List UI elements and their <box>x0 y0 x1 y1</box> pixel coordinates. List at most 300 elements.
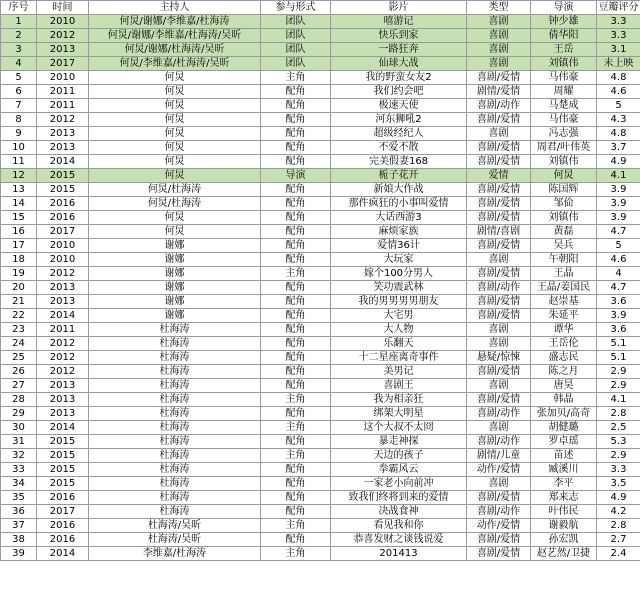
cell-year: 2017 <box>37 57 89 71</box>
cell-rating: 5 <box>597 99 640 113</box>
cell-director: 陈国辉 <box>531 183 597 197</box>
table-row <box>1 393 640 407</box>
cell-director: 朱延平 <box>531 309 597 323</box>
cell-index: 38 <box>1 533 37 547</box>
table-row <box>1 85 640 99</box>
cell-index: 17 <box>1 239 37 253</box>
cell-genre: 喜剧 <box>467 127 531 141</box>
cell-rating: 5 <box>597 239 640 253</box>
cell-year: 2010 <box>37 239 89 253</box>
cell-hosts: 何炅/杜海涛 <box>89 183 261 197</box>
cell-director: 李平 <box>531 477 597 491</box>
cell-year: 2014 <box>37 421 89 435</box>
cell-role: 团队 <box>261 15 331 29</box>
cell-genre: 剧情/喜剧 <box>467 225 531 239</box>
cell-hosts: 何炅/谢娜/李维嘉/杜海涛/吴昕 <box>89 29 261 43</box>
cell-role: 配角 <box>261 225 331 239</box>
cell-year: 2013 <box>37 407 89 421</box>
cell-year: 2014 <box>37 547 89 561</box>
cell-director: 韩晶 <box>531 393 597 407</box>
cell-hosts: 何炅 <box>89 211 261 225</box>
cell-director: 马伟豪 <box>531 113 597 127</box>
cell-year: 2013 <box>37 393 89 407</box>
cell-hosts: 何炅 <box>89 113 261 127</box>
cell-index: 35 <box>1 491 37 505</box>
cell-hosts: 谢娜 <box>89 281 261 295</box>
cell-director: 周耀 <box>531 85 597 99</box>
cell-film: 我的野蛮女友2 <box>331 71 467 85</box>
cell-role: 配角 <box>261 337 331 351</box>
cell-director: 邹佡 <box>531 197 597 211</box>
cell-film: 喜剧王 <box>331 379 467 393</box>
cell-rating: 4.6 <box>597 85 640 99</box>
cell-index: 14 <box>1 197 37 211</box>
cell-genre: 喜剧 <box>467 323 531 337</box>
cell-director: 何炅 <box>531 169 597 183</box>
cell-film: 决战食神 <box>331 505 467 519</box>
cell-hosts: 何炅 <box>89 169 261 183</box>
cell-director: 陈之月 <box>531 365 597 379</box>
cell-film: 这个大叔不太冏 <box>331 421 467 435</box>
cell-genre: 剧情/爱情 <box>467 85 531 99</box>
cell-year: 2012 <box>37 351 89 365</box>
cell-film: 致我们终将到来的爱情 <box>331 491 467 505</box>
cell-hosts: 杜海涛 <box>89 407 261 421</box>
cell-role: 导演 <box>261 169 331 183</box>
table-row <box>1 211 640 225</box>
cell-hosts: 杜海涛 <box>89 477 261 491</box>
cell-year: 2010 <box>37 253 89 267</box>
table-row <box>1 463 640 477</box>
cell-rating: 3.1 <box>597 43 640 57</box>
cell-rating: 4.7 <box>597 281 640 295</box>
cell-genre: 动作/爱情 <box>467 463 531 477</box>
cell-index: 10 <box>1 141 37 155</box>
cell-rating: 未上映 <box>597 57 640 71</box>
table-row <box>1 253 640 267</box>
cell-director: 刘镇伟 <box>531 211 597 225</box>
cell-film: 乐翻天 <box>331 337 467 351</box>
table-row <box>1 435 640 449</box>
cell-index: 5 <box>1 71 37 85</box>
cell-role: 配角 <box>261 113 331 127</box>
table-row <box>1 57 640 71</box>
cell-film: 快乐到家 <box>331 29 467 43</box>
cell-year: 2013 <box>37 43 89 57</box>
cell-genre: 喜剧 <box>467 29 531 43</box>
cell-rating: 5.3 <box>597 435 640 449</box>
cell-rating: 3.9 <box>597 197 640 211</box>
cell-index: 33 <box>1 463 37 477</box>
cell-director: 谭华 <box>531 323 597 337</box>
cell-year: 2011 <box>37 99 89 113</box>
cell-genre: 喜剧/爱情 <box>467 239 531 253</box>
cell-index: 4 <box>1 57 37 71</box>
cell-year: 2013 <box>37 295 89 309</box>
table-row <box>1 183 640 197</box>
cell-role: 配角 <box>261 99 331 113</box>
cell-index: 6 <box>1 85 37 99</box>
header-hosts: 主持人 <box>89 1 261 15</box>
cell-film: 我为相亲狂 <box>331 393 467 407</box>
cell-film: 绑架大明星 <box>331 407 467 421</box>
cell-director: 唐昊 <box>531 379 597 393</box>
cell-genre: 喜剧/爱情 <box>467 295 531 309</box>
cell-hosts: 杜海涛 <box>89 491 261 505</box>
cell-role: 配角 <box>261 281 331 295</box>
cell-genre: 喜剧/爱情 <box>467 491 531 505</box>
cell-rating: 4.6 <box>597 253 640 267</box>
cell-film: 完美假妻168 <box>331 155 467 169</box>
cell-year: 2015 <box>37 463 89 477</box>
cell-index: 11 <box>1 155 37 169</box>
table-row <box>1 351 640 365</box>
table-row <box>1 225 640 239</box>
cell-rating: 3.9 <box>597 309 640 323</box>
cell-rating: 3.3 <box>597 15 640 29</box>
cell-year: 2012 <box>37 337 89 351</box>
cell-rating: 4.8 <box>597 71 640 85</box>
cell-role: 主角 <box>261 421 331 435</box>
cell-film: 不爱不散 <box>331 141 467 155</box>
cell-film: 我们约会吧 <box>331 85 467 99</box>
table-row <box>1 239 640 253</box>
cell-index: 16 <box>1 225 37 239</box>
cell-film: 一路狂奔 <box>331 43 467 57</box>
cell-year: 2012 <box>37 29 89 43</box>
cell-year: 2013 <box>37 141 89 155</box>
cell-rating: 2.7 <box>597 533 640 547</box>
header-director: 导演 <box>531 1 597 15</box>
cell-rating: 3.6 <box>597 295 640 309</box>
table-row <box>1 379 640 393</box>
cell-rating: 4.8 <box>597 127 640 141</box>
cell-role: 配角 <box>261 365 331 379</box>
cell-index: 23 <box>1 323 37 337</box>
cell-film: 大玩家 <box>331 253 467 267</box>
cell-hosts: 何炅 <box>89 127 261 141</box>
cell-index: 3 <box>1 43 37 57</box>
cell-index: 29 <box>1 407 37 421</box>
cell-role: 配角 <box>261 85 331 99</box>
cell-role: 配角 <box>261 533 331 547</box>
cell-rating: 4.9 <box>597 491 640 505</box>
cell-rating: 4.1 <box>597 169 640 183</box>
cell-hosts: 杜海涛/吴昕 <box>89 519 261 533</box>
cell-rating: 4.7 <box>597 225 640 239</box>
cell-rating: 2.9 <box>597 365 640 379</box>
cell-role: 配角 <box>261 183 331 197</box>
cell-genre: 悬疑/惊悚 <box>467 351 531 365</box>
cell-role: 配角 <box>261 463 331 477</box>
cell-rating: 2.9 <box>597 379 640 393</box>
cell-year: 2016 <box>37 211 89 225</box>
cell-year: 2015 <box>37 183 89 197</box>
cell-director: 吴兵 <box>531 239 597 253</box>
cell-film: 超级经纪人 <box>331 127 467 141</box>
cell-hosts: 谢娜 <box>89 253 261 267</box>
cell-year: 2015 <box>37 477 89 491</box>
cell-film: 大宅男 <box>331 309 467 323</box>
cell-role: 配角 <box>261 211 331 225</box>
cell-hosts: 谢娜 <box>89 309 261 323</box>
cell-index: 8 <box>1 113 37 127</box>
cell-film: 暴走神探 <box>331 435 467 449</box>
cell-film: 201413 <box>331 547 467 561</box>
cell-rating: 2.4 <box>597 547 640 561</box>
cell-role: 团队 <box>261 57 331 71</box>
cell-index: 2 <box>1 29 37 43</box>
table-row <box>1 15 640 29</box>
cell-director: 刘镇伟 <box>531 155 597 169</box>
cell-hosts: 何炅 <box>89 85 261 99</box>
cell-hosts: 谢娜 <box>89 267 261 281</box>
table-row <box>1 365 640 379</box>
cell-year: 2013 <box>37 379 89 393</box>
cell-year: 2017 <box>37 225 89 239</box>
cell-film: 十二星座离奇事件 <box>331 351 467 365</box>
cell-index: 25 <box>1 351 37 365</box>
cell-director: 叶伟民 <box>531 505 597 519</box>
cell-role: 配角 <box>261 379 331 393</box>
cell-hosts: 杜海涛 <box>89 379 261 393</box>
cell-film: 嘻游记 <box>331 15 467 29</box>
cell-hosts: 杜海涛 <box>89 393 261 407</box>
cell-film: 栀子花开 <box>331 169 467 183</box>
cell-director: 胡健璐 <box>531 421 597 435</box>
cell-role: 配角 <box>261 239 331 253</box>
cell-year: 2015 <box>37 449 89 463</box>
cell-genre: 喜剧 <box>467 337 531 351</box>
cell-role: 配角 <box>261 323 331 337</box>
table-row <box>1 197 640 211</box>
cell-year: 2012 <box>37 267 89 281</box>
table-row <box>1 477 640 491</box>
cell-film: 仙球大战 <box>331 57 467 71</box>
cell-genre: 喜剧 <box>467 421 531 435</box>
cell-year: 2011 <box>37 323 89 337</box>
table-body <box>1 15 640 561</box>
cell-director: 王岳伦 <box>531 337 597 351</box>
cell-rating: 3.9 <box>597 183 640 197</box>
table-row <box>1 337 640 351</box>
cell-rating: 3.3 <box>597 29 640 43</box>
cell-film: 大话西游3 <box>331 211 467 225</box>
cell-index: 39 <box>1 547 37 561</box>
cell-genre: 喜剧/爱情 <box>467 547 531 561</box>
table-row <box>1 281 640 295</box>
cell-genre: 喜剧 <box>467 477 531 491</box>
cell-genre: 喜剧 <box>467 15 531 29</box>
cell-genre: 爱情 <box>467 169 531 183</box>
cell-role: 配角 <box>261 351 331 365</box>
cell-rating: 3.7 <box>597 141 640 155</box>
cell-director: 赵崇基 <box>531 295 597 309</box>
cell-year: 2012 <box>37 365 89 379</box>
cell-index: 13 <box>1 183 37 197</box>
cell-role: 配角 <box>261 491 331 505</box>
table-row <box>1 547 640 561</box>
cell-hosts: 何炅/谢娜/杜海涛/吴昕 <box>89 43 261 57</box>
cell-role: 配角 <box>261 253 331 267</box>
cell-rating: 2.5 <box>597 421 640 435</box>
cell-year: 2016 <box>37 491 89 505</box>
cell-role: 配角 <box>261 295 331 309</box>
cell-rating: 5.1 <box>597 351 640 365</box>
cell-year: 2012 <box>37 113 89 127</box>
cell-year: 2014 <box>37 309 89 323</box>
cell-genre: 喜剧/动作 <box>467 435 531 449</box>
cell-genre: 喜剧/动作 <box>467 99 531 113</box>
cell-genre: 喜剧 <box>467 379 531 393</box>
cell-rating: 4.9 <box>597 155 640 169</box>
cell-director: 张加贝/高奇 <box>531 407 597 421</box>
cell-rating: 2.8 <box>597 519 640 533</box>
cell-genre: 喜剧 <box>467 57 531 71</box>
cell-index: 12 <box>1 169 37 183</box>
cell-director: 罗卓瑶 <box>531 435 597 449</box>
cell-film: 一家老小向前冲 <box>331 477 467 491</box>
cell-role: 团队 <box>261 29 331 43</box>
cell-director: 钟少雄 <box>531 15 597 29</box>
cell-index: 27 <box>1 379 37 393</box>
cell-role: 配角 <box>261 477 331 491</box>
cell-genre: 剧情/儿童 <box>467 449 531 463</box>
cell-film: 新娘大作战 <box>331 183 467 197</box>
table-row <box>1 491 640 505</box>
header-row <box>1 1 640 15</box>
cell-genre: 喜剧/爱情 <box>467 183 531 197</box>
cell-hosts: 李维嘉/杜海涛 <box>89 547 261 561</box>
cell-film: 嫁个100分男人 <box>331 267 467 281</box>
header-rating: 豆瓣评分 <box>598 2 639 13</box>
cell-role: 配角 <box>261 435 331 449</box>
cell-genre: 喜剧/爱情 <box>467 155 531 169</box>
cell-role: 主角 <box>261 449 331 463</box>
cell-film: 看见我和你 <box>331 519 467 533</box>
cell-rating: 5.1 <box>597 337 640 351</box>
cell-genre: 喜剧 <box>467 43 531 57</box>
cell-genre: 喜剧/动作 <box>467 281 531 295</box>
cell-index: 28 <box>1 393 37 407</box>
cell-index: 9 <box>1 127 37 141</box>
cell-year: 2011 <box>37 85 89 99</box>
cell-hosts: 何炅/杜海涛 <box>89 197 261 211</box>
cell-film: 美男记 <box>331 365 467 379</box>
table-row <box>1 309 640 323</box>
cell-role: 主角 <box>261 267 331 281</box>
table-row <box>1 533 640 547</box>
cell-rating: 2.9 <box>597 449 640 463</box>
cell-genre: 喜剧/爱情 <box>467 267 531 281</box>
cell-year: 2010 <box>37 71 89 85</box>
cell-index: 1 <box>1 15 37 29</box>
cell-hosts: 杜海涛/吴昕 <box>89 533 261 547</box>
cell-director: 赵艺然/卫捷 <box>531 547 597 561</box>
cell-index: 22 <box>1 309 37 323</box>
cell-role: 配角 <box>261 407 331 421</box>
cell-year: 2017 <box>37 505 89 519</box>
cell-index: 20 <box>1 281 37 295</box>
cell-index: 18 <box>1 253 37 267</box>
header-year: 时间 <box>37 1 89 15</box>
table-row <box>1 155 640 169</box>
cell-genre: 喜剧/爱情 <box>467 71 531 85</box>
cell-director: 臧溪川 <box>531 463 597 477</box>
cell-role: 配角 <box>261 155 331 169</box>
cell-role: 主角 <box>261 71 331 85</box>
table-row <box>1 113 640 127</box>
table-row <box>1 505 640 519</box>
cell-role: 配角 <box>261 141 331 155</box>
cell-hosts: 何炅 <box>89 225 261 239</box>
header-genre: 类型 <box>467 1 531 15</box>
cell-director: 刘镇伟 <box>531 57 597 71</box>
cell-director: 冯志强 <box>531 127 597 141</box>
cell-film: 天边的孩子 <box>331 449 467 463</box>
cell-director: 周君/叶伟英 <box>531 141 597 155</box>
cell-director: 谢毅航 <box>531 519 597 533</box>
cell-hosts: 何炅 <box>89 71 261 85</box>
cell-hosts: 谢娜 <box>89 239 261 253</box>
cell-index: 19 <box>1 267 37 281</box>
cell-director: 盛志民 <box>531 351 597 365</box>
table-row <box>1 127 640 141</box>
cell-index: 15 <box>1 211 37 225</box>
cell-index: 32 <box>1 449 37 463</box>
table-row <box>1 407 640 421</box>
cell-index: 24 <box>1 337 37 351</box>
cell-genre: 喜剧 <box>467 253 531 267</box>
cell-year: 2016 <box>37 533 89 547</box>
cell-hosts: 何炅 <box>89 99 261 113</box>
cell-year: 2013 <box>37 127 89 141</box>
cell-rating: 2.8 <box>597 407 640 421</box>
cell-film: 极速天使 <box>331 99 467 113</box>
cell-genre: 动作/爱情 <box>467 519 531 533</box>
cell-rating: 4 <box>597 267 640 281</box>
table-row <box>1 449 640 463</box>
cell-hosts: 杜海涛 <box>89 365 261 379</box>
cell-role: 配角 <box>261 197 331 211</box>
cell-hosts: 杜海涛 <box>89 351 261 365</box>
cell-index: 36 <box>1 505 37 519</box>
cell-role: 主角 <box>261 393 331 407</box>
cell-genre: 喜剧/爱情 <box>467 365 531 379</box>
cell-film: 爱情36计 <box>331 239 467 253</box>
cell-director: 孙宏凯 <box>531 533 597 547</box>
cell-year: 2016 <box>37 519 89 533</box>
cell-hosts: 杜海涛 <box>89 435 261 449</box>
cell-genre: 喜剧/爱情 <box>467 533 531 547</box>
cell-role: 主角 <box>261 519 331 533</box>
cell-film: 麻烦家族 <box>331 225 467 239</box>
cell-genre: 喜剧/爱情 <box>467 309 531 323</box>
cell-hosts: 何炅 <box>89 155 261 169</box>
cell-genre: 喜剧/动作 <box>467 505 531 519</box>
cell-index: 31 <box>1 435 37 449</box>
cell-rating: 4.1 <box>597 393 640 407</box>
cell-role: 配角 <box>261 505 331 519</box>
cell-film: 那件疯狂的小事叫爱情 <box>331 197 467 211</box>
cell-hosts: 何炅/谢娜/李维嘉/杜海涛 <box>89 15 261 29</box>
cell-rating: 4.3 <box>597 113 640 127</box>
cell-genre: 喜剧/爱情 <box>467 393 531 407</box>
cell-index: 37 <box>1 519 37 533</box>
cell-film: 河东狮吼2 <box>331 113 467 127</box>
cell-director: 王晶/姜国民 <box>531 281 597 295</box>
table-row <box>1 519 640 533</box>
